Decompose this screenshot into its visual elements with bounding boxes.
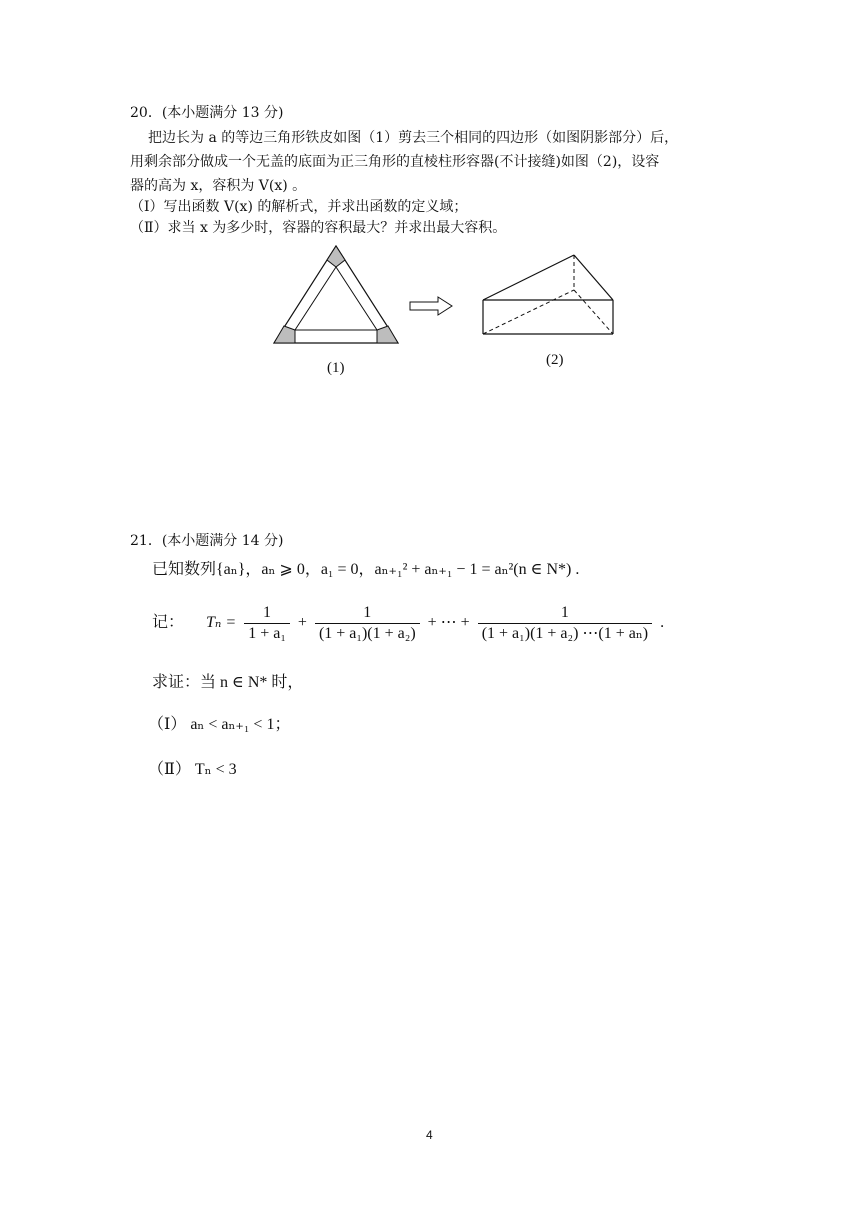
fraction-3-numerator: 1 [560,603,569,621]
plus-sign: + [297,614,307,631]
problem-20-line-2: 用剩余部分做成一个无盖的底面为正三角形的直棱柱形容器(不计接缝)如图（2)，设容 [130,154,660,170]
arrow-right-icon [408,296,454,316]
tn-lhs: Tₙ = [206,614,237,631]
problem-20-part-2: （Ⅱ）求当 x 为多少时，容器的容积最大？并求出最大容积。 [130,220,507,236]
problem-20-line-3: 器的高为 x，容积为 V(x) 。 [130,178,307,194]
plus-dots: + ⋯ + [427,614,470,631]
page-number: 4 [426,1128,433,1142]
problem-21-given: 已知数列{aₙ}，aₙ ⩾ 0，a₁ = 0，aₙ₊₁² + aₙ₊₁ − 1 = aₙ²(n ∈ N*) . [152,561,580,578]
figure-2-caption: (2) [546,352,564,368]
fraction-3 [478,603,652,644]
fraction-1-denominator: 1 + a₁ [244,623,290,644]
figure-1-caption: (1) [327,360,345,376]
tn-definition [152,599,664,647]
problem-21-prove: 求证：当 n ∈ N* 时， [152,674,304,691]
fraction-2-numerator: 1 [363,603,372,621]
fraction-2-denominator: (1 + a₁)(1 + a₂) [315,623,420,644]
fraction-1 [244,603,290,644]
problem-20-part-1: （Ⅰ）写出函数 V(x) 的解析式，并求出函数的定义域； [130,199,468,215]
problem-20-title: 20．(本小题满分 13 分) [130,105,284,121]
fraction-3-denominator: (1 + a₁)(1 + a₂) ⋯(1 + aₙ) [478,623,652,644]
define-label: 记： [152,614,185,631]
problem-20-line-1: 把边长为 a 的等边三角形铁皮如图（1）剪去三个相同的四边形（如图阴影部分）后， [148,130,679,146]
problem-21-title: 21．(本小题满分 14 分) [130,533,284,549]
problem-21-part-2: （Ⅱ） Tₙ < 3 [148,761,237,778]
figure-2-prism [478,250,623,342]
fraction-1-numerator: 1 [263,603,272,621]
figure-1-triangle [270,240,410,348]
end-dot: . [660,614,665,631]
fraction-2 [315,603,420,644]
problem-21-part-1: （Ⅰ） aₙ < aₙ₊₁ < 1； [148,716,291,733]
